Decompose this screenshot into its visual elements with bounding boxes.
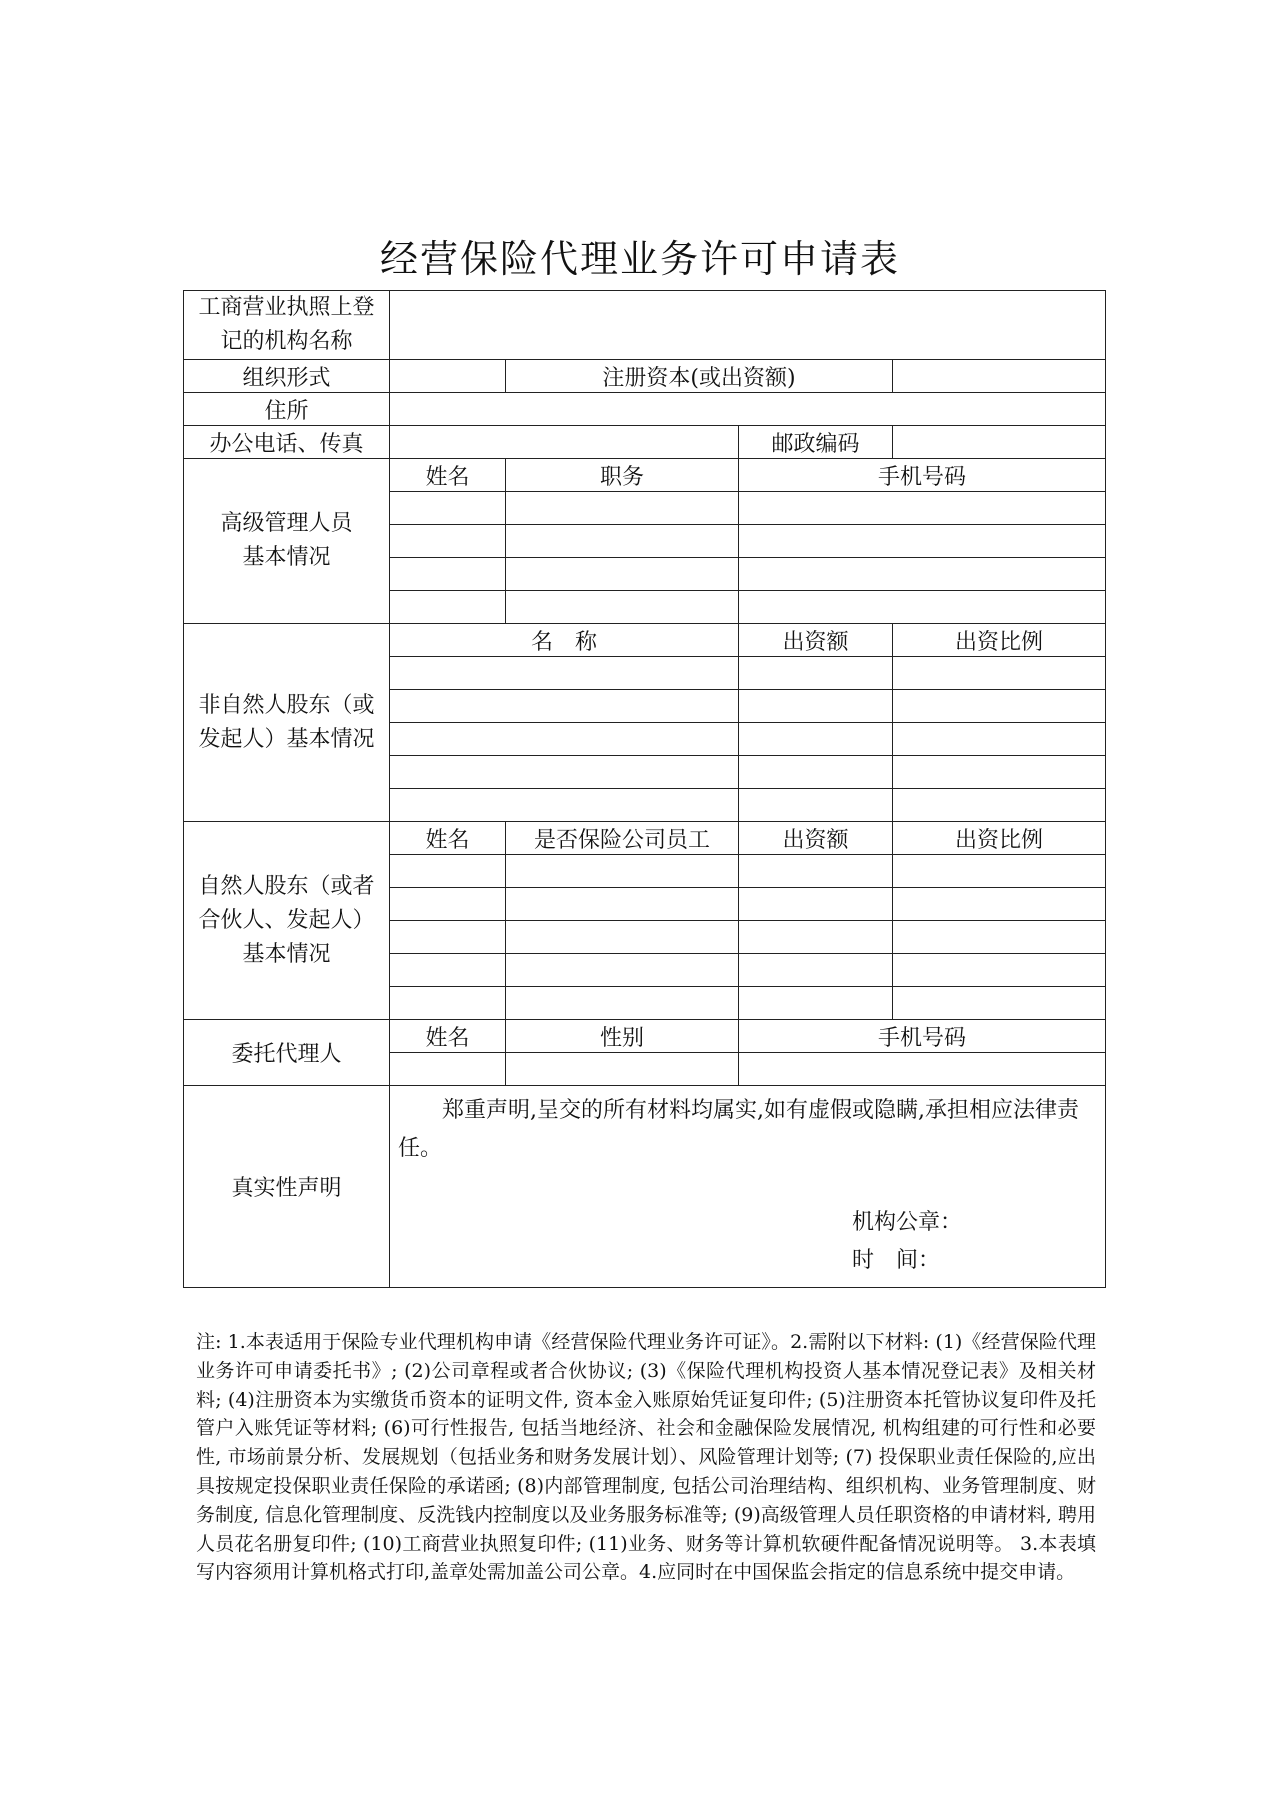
seal-block [390, 1204, 1105, 1280]
corp-shareholder-amount-cell[interactable] [739, 789, 893, 822]
org-name-label: 工商营业执照上登记的机构名称 [184, 291, 390, 360]
postcode-label: 邮政编码 [739, 426, 893, 459]
natural-shareholder-amount-cell[interactable] [739, 954, 893, 987]
natural-shareholder-employee-cell[interactable] [506, 954, 739, 987]
corp-shareholder-name-cell[interactable] [390, 789, 739, 822]
senior-mgmt-name-cell[interactable] [390, 591, 506, 624]
corp-shareholder-ratio-cell[interactable] [893, 789, 1106, 822]
natural-shareholders-header-ratio: 出资比例 [893, 822, 1106, 855]
senior-mgmt-mobile-cell[interactable] [739, 591, 1106, 624]
time-label [852, 1242, 1105, 1280]
phone-fax-label: 办公电话、传真 [184, 426, 390, 459]
senior-mgmt-mobile-cell[interactable] [739, 525, 1106, 558]
org-form-field[interactable] [390, 360, 506, 393]
natural-shareholder-name-cell[interactable] [390, 987, 506, 1020]
natural-shareholder-ratio-cell[interactable] [893, 921, 1106, 954]
natural-shareholder-amount-cell[interactable] [739, 855, 893, 888]
corp-shareholder-amount-cell[interactable] [739, 756, 893, 789]
senior-mgmt-mobile-cell[interactable] [739, 492, 1106, 525]
natural-shareholders-header-name: 姓名 [390, 822, 506, 855]
corp-shareholder-ratio-cell[interactable] [893, 756, 1106, 789]
corp-shareholder-name-cell[interactable] [390, 756, 739, 789]
address-label: 住所 [184, 393, 390, 426]
senior-mgmt-name-cell[interactable] [390, 492, 506, 525]
agent-gender-cell[interactable] [506, 1053, 739, 1086]
senior-mgmt-title-cell[interactable] [506, 591, 739, 624]
time-label-a: 时 [852, 1248, 875, 1273]
corp-shareholders-header-amount: 出资额 [739, 624, 893, 657]
senior-mgmt-title-cell[interactable] [506, 558, 739, 591]
natural-shareholder-employee-cell[interactable] [506, 987, 739, 1020]
row-phone [184, 426, 1106, 459]
declaration-cell [390, 1086, 1106, 1288]
senior-mgmt-name-cell[interactable] [390, 558, 506, 591]
org-name-field[interactable] [390, 291, 1106, 360]
senior-mgmt-title-cell[interactable] [506, 525, 739, 558]
natural-shareholder-employee-cell[interactable] [506, 855, 739, 888]
senior-mgmt-header-name: 姓名 [390, 459, 506, 492]
natural-shareholder-name-cell[interactable] [390, 888, 506, 921]
corp-shareholder-ratio-cell[interactable] [893, 690, 1106, 723]
senior-mgmt-header-row [184, 459, 1106, 492]
senior-mgmt-label: 高级管理人员基本情况 [184, 459, 390, 624]
row-org-name [184, 291, 1106, 360]
corp-shareholder-amount-cell[interactable] [739, 723, 893, 756]
natural-shareholder-ratio-cell[interactable] [893, 954, 1106, 987]
corp-shareholder-name-cell[interactable] [390, 690, 739, 723]
row-address [184, 393, 1106, 426]
corp-shareholder-ratio-cell[interactable] [893, 657, 1106, 690]
natural-shareholder-employee-cell[interactable] [506, 888, 739, 921]
agent-header-gender: 性别 [506, 1020, 739, 1053]
postcode-field[interactable] [893, 426, 1106, 459]
natural-shareholder-name-cell[interactable] [390, 855, 506, 888]
natural-shareholder-name-cell[interactable] [390, 954, 506, 987]
phone-fax-field[interactable] [390, 426, 739, 459]
form-title: 经营保险代理业务许可申请表 [379, 237, 900, 281]
agent-header-row [184, 1020, 1106, 1053]
agent-header-mobile: 手机号码 [739, 1020, 1106, 1053]
natural-shareholder-amount-cell[interactable] [739, 987, 893, 1020]
natural-shareholder-ratio-cell[interactable] [893, 987, 1106, 1020]
agent-header-name: 姓名 [390, 1020, 506, 1053]
agent-name-cell[interactable] [390, 1053, 506, 1086]
agent-mobile-cell[interactable] [739, 1053, 1106, 1086]
corp-shareholder-ratio-cell[interactable] [893, 723, 1106, 756]
corp-shareholders-header-ratio: 出资比例 [893, 624, 1106, 657]
natural-shareholder-ratio-cell[interactable] [893, 888, 1106, 921]
senior-mgmt-header-mobile: 手机号码 [739, 459, 1106, 492]
seal-label: 机构公章： [852, 1210, 963, 1235]
row-org-form [184, 360, 1106, 393]
agent-label: 委托代理人 [184, 1020, 390, 1086]
declaration-row [184, 1086, 1106, 1288]
corp-shareholder-amount-cell[interactable] [739, 657, 893, 690]
corp-shareholder-name-cell[interactable] [390, 723, 739, 756]
corp-shareholder-name-cell[interactable] [390, 657, 739, 690]
natural-shareholders-header-employee: 是否保险公司员工 [506, 822, 739, 855]
footnote: 注: 1.本表适用于保险专业代理机构申请《经营保险代理业务许可证》。2.需附以下材料: (1)《经营保险代理业务许可申请委托书》; (2)公司章程或者合伙协议; (3)《保险代理机构投资人基本情况登记表》及相关材料; (4)注册资本为实缴货币资本的证明文件, 资本金入账原始凭证复印件; (5)注册资本托管协议复印件及托管户入账凭证等材料; (6)可行性报告, 包括当地经济、社会和金融保险发展情况, 机构组建的可行性和必要性, 市场前景分析、发展规划（包括业务和财务发展计划）、风险管理计划等; (7) 投保职业责任保险的,应出具按规定投保职业责任保险的承诺函; (8)内部管理制度, 包括公司治理结构、组织机构、业务管理制度、财务制度, 信息化管理制度、反洗钱内控制度以及业务服务标准等; (9)高级管理人员任职资格的申请材料, 聘用人员花名册复印件; (10)工商营业执照复印件; (11)业务、财务等计算机软硬件配备情况说明等。 3.本表填写内容须用计算机格式打印,盖章处需加盖公司公章。4.应同时在中国保监会指定的信息系统中提交申请。 [196, 1331, 1096, 1584]
natural-shareholder-amount-cell[interactable] [739, 888, 893, 921]
corp-shareholders-header-row [184, 624, 1106, 657]
natural-shareholders-header-row [184, 822, 1106, 855]
natural-shareholders-label: 自然人股东（或者合伙人、发起人）基本情况 [184, 822, 390, 1020]
declaration-text: 郑重声明,呈交的所有材料均属实,如有虚假或隐瞒,承担相应法律责任。 [398, 1098, 1079, 1161]
corp-shareholders-label: 非自然人股东（或发起人）基本情况 [184, 624, 390, 822]
address-field[interactable] [390, 393, 1106, 426]
natural-shareholders-header-amount: 出资额 [739, 822, 893, 855]
application-form-table [183, 290, 1106, 1288]
senior-mgmt-header-title: 职务 [506, 459, 739, 492]
corp-shareholders-header-name: 名 称 [390, 624, 739, 657]
corp-shareholder-amount-cell[interactable] [739, 690, 893, 723]
senior-mgmt-title-cell[interactable] [506, 492, 739, 525]
senior-mgmt-name-cell[interactable] [390, 525, 506, 558]
senior-mgmt-mobile-cell[interactable] [739, 558, 1106, 591]
reg-capital-label: 注册资本(或出资额) [506, 360, 893, 393]
org-form-label: 组织形式 [184, 360, 390, 393]
natural-shareholder-ratio-cell[interactable] [893, 855, 1106, 888]
time-label-b: 间： [896, 1248, 941, 1273]
declaration-label: 真实性声明 [184, 1086, 390, 1288]
natural-shareholder-employee-cell[interactable] [506, 921, 739, 954]
natural-shareholder-amount-cell[interactable] [739, 921, 893, 954]
natural-shareholder-name-cell[interactable] [390, 921, 506, 954]
reg-capital-field[interactable] [893, 360, 1106, 393]
